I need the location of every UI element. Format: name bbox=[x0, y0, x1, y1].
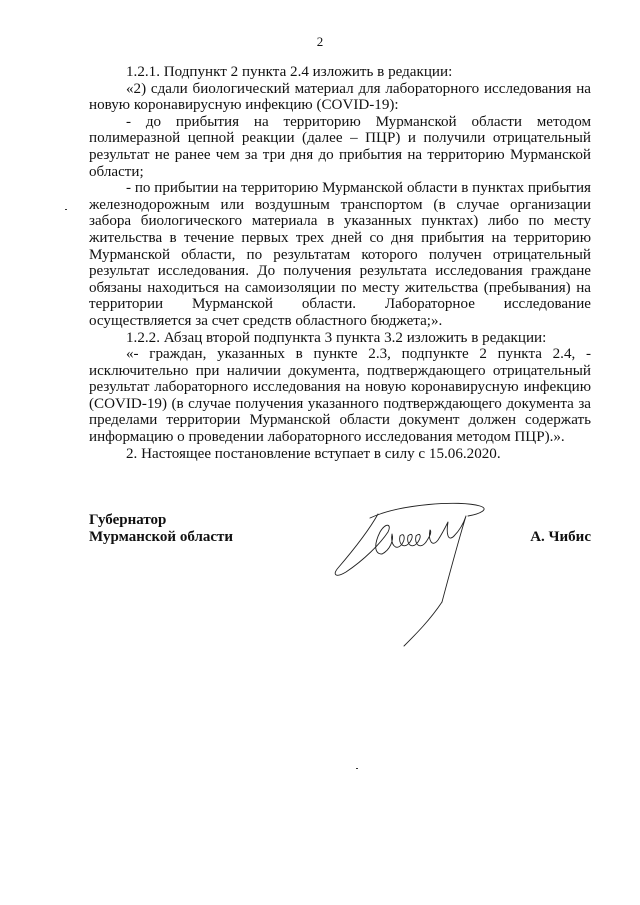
scan-speck bbox=[356, 768, 358, 769]
handwritten-signature bbox=[330, 492, 520, 652]
paragraph-1-2-1: 1.2.1. Подпункт 2 пункта 2.4 изложить в редакции: bbox=[126, 64, 453, 80]
paragraph-1-2-2: 1.2.2. Абзац второй подпункта 3 пункта 3.2 изложить в редакции: bbox=[126, 329, 547, 346]
document-body bbox=[89, 64, 591, 462]
paragraph-effective-date: 2. Настоящее постановление вступает в силу с 15.06.2020. bbox=[126, 445, 501, 462]
signatory-title-line-2: Мурманской области bbox=[89, 529, 234, 545]
signatory-title bbox=[89, 512, 233, 546]
paragraph-before-arrival: - до прибытия на территорию Мурманской области методом полимеразной цепной реакции (далее – ПЦР) и получили отрицательный результат не ранее чем за три дня до прибытия на территорию Мурманской области; bbox=[89, 113, 591, 180]
paragraph-after-arrival: - по прибытии на территорию Мурманской области в пунктах прибытия железнодорожным или воздушным транспортом (в случае организации забора биологического материала в указанных пунктах) либо по месту жительства в течение первых трех дней со дня прибытия на территорию Мурманской области, по результатам которого получен отрицательный результат исследования. До получения результата исследования граждане обязаны находиться на самоизоляции по месту жительства (пребывания) на территории Мурманской области. Лабораторное исследование осуществляется за счет средств областного бюджета;». bbox=[89, 180, 591, 329]
paragraph-subitem-2: «2) сдали биологический материал для лабораторного исследования на новую коронавирусную инфекцию (COVID-19): bbox=[89, 80, 591, 114]
scan-speck bbox=[65, 209, 67, 210]
page-number: 2 bbox=[316, 34, 324, 49]
paragraph-citizens: «- граждан, указанных в пункте 2.3, подпункте 2 пункта 2.4, - исключительно при наличии документа, подтверждающего отрицательный результат лабораторного исследования на новую коронавирусную инфекцию (COVID-19) (в случае получения указанного подтверждающего документа за пределами территории Мурманской области документ должен содержать информацию о проведении лабораторного исследования методом ПЦР).». bbox=[89, 346, 591, 446]
signatory-title-line-1: Губернатор bbox=[89, 512, 167, 528]
signatory-name: А. Чибис bbox=[530, 529, 591, 545]
